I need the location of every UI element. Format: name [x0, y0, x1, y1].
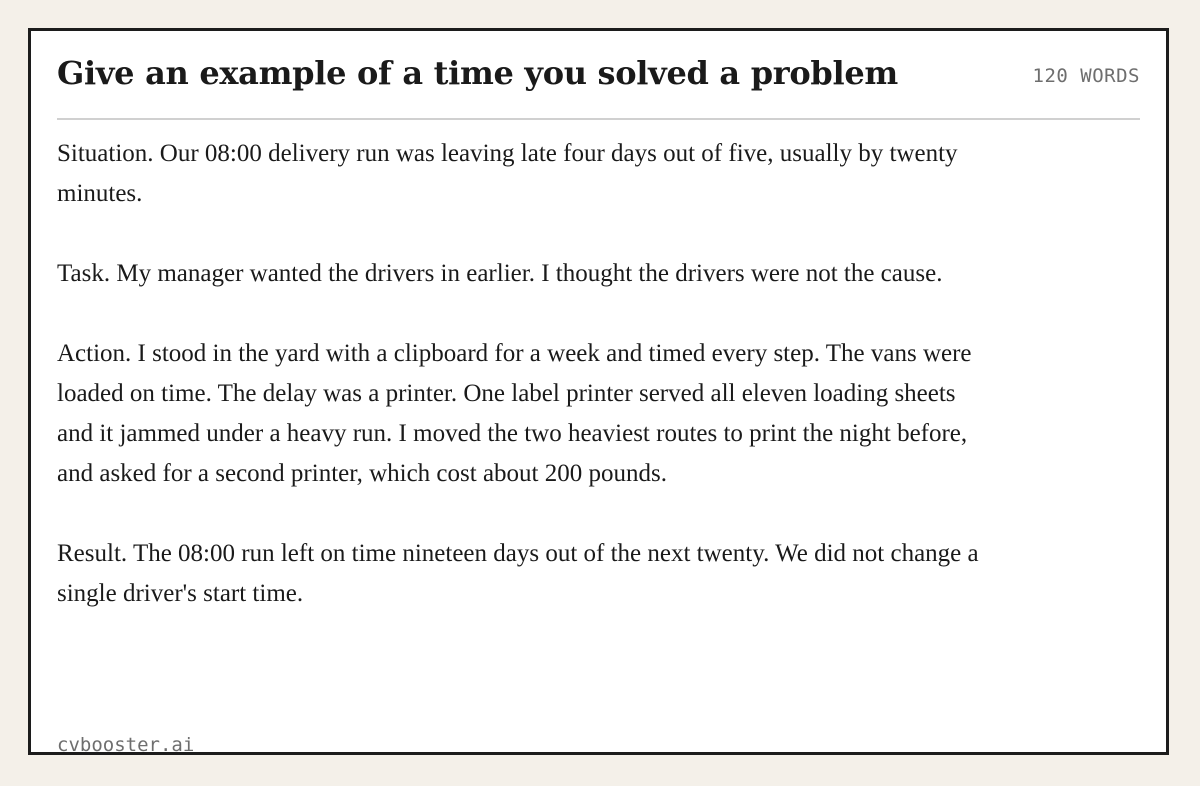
- paragraph-result: Result. The 08:00 run left on time nineteen days out of the next twenty. We did not change a single driver's start time.: [57, 540, 979, 607]
- answer-card: [28, 28, 1169, 755]
- paragraph-action: Action. I stood in the yard with a clipboard for a week and timed every step. The vans were loaded on time. The delay was a printer. One label printer served all eleven loading sheets and it jammed under a heavy run. I moved the two heaviest routes to print the night before, and asked for a second printer, which cost about 200 pounds.: [57, 340, 972, 487]
- word-count-badge: 120 WORDS: [1032, 65, 1140, 87]
- answer-body: [57, 134, 997, 614]
- card-header: [57, 31, 1140, 120]
- paragraph-situation: Situation. Our 08:00 delivery run was leaving late four days out of five, usually by twenty minutes.: [57, 140, 958, 207]
- question-title: Give an example of a time you solved a problem: [57, 54, 898, 92]
- paragraph-task: Task. My manager wanted the drivers in earlier. I thought the drivers were not the cause.: [57, 260, 943, 287]
- footer-brand: cvbooster.ai: [57, 734, 195, 756]
